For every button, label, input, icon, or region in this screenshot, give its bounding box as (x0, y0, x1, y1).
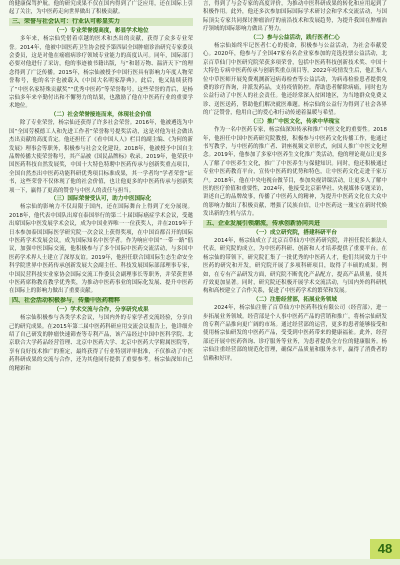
subsection-heading: （一）学术交流与合作，分享研究成果 (53, 306, 149, 313)
paragraph: 言，得到了与会专家的高度评价，为推动中医科研成果的转化和应用起到了积极作用。此外，他还多次参加国际国际学术研讨会和学术交流活动，与国际顶尖专家共同探讨肿瘤治疗的前沿技术和发展趋势，为提升我国在肿瘤治疗领域的国际影响力做出了努力。 (203, 1, 387, 33)
footer-decoration (0, 559, 400, 565)
section-heading: 五、企业发展引领潮流，传承创新协同共进 (203, 220, 387, 228)
paragraph: 杨宗仙始终牢记医者仁心的使命，积极参与公益活动，为社会奉献爱心。2020年，他参与了全国47家有名企业家参加的竞选投票公益活动，北京百草仙门中医研究院荣获多项荣誉，包括中医药科技创新技术奖、中国十大特色专病中医药传承与创新奖重点项目等。2022年疫情发生后，他汇集八位中草医师开展免费观测新冠病毒检查等公益活动，为病毒检验患者提供免费的诊疗咨询，并派发药品，支持疫情防控。帮助患者解除病痛，同时也为公益行动了中医人的社会责任。他还经常深入贫困地区，为当地群众免费义诊、送医送药，帮助他们解决就医难题。杨宗仙的公益行为得到了社会各界的广泛赞誉，他用自己的爱心和行动传递着温暖与希望。 (203, 43, 387, 117)
paragraph: 作为一名中医药专家，杨宗仙深知传承和推广中医文化的重要性。2018年，他担任中国中医药研究院教授，积极参与中医药文化传播工作，他通过书写教学，与中医药的推广者、讲座视频文章形式，向国人推广中医文化理念。2019年，他参加了多家中医养生文化推广类活动，他的理论观点让更多人了解了中医养生文化，推广了中医养生与保健知识。同时，他还积极通过专业中医药教育平台，宣传中医药的优势和特色，让中医药文化走进千家万户。2018年，他在中央电视台做节目，参加央视讲课活动，让更多人了解中医的医疗价值和重要性，2024年，他接受北京新华社、央视媒体专题采访，讲述自己的品牌故事，传播了中医药人的精神，为提升中医药文化在大众中的影响力做出了积极贡献，增强了民族自信，让中医药这一瑰宝在新时代焕发出新的生机与活力。 (203, 127, 387, 218)
subsection-heading: （二）社会荣誉接连而来，体现社会价值 (50, 111, 152, 118)
left-column (9, 0, 193, 548)
subsection-heading: （三）国际荣誉受认可，助力中医国际化 (50, 195, 152, 202)
paragraph: 杨宗仙积极参与各类学术会议，与国内外的专家学者交流经验，分享自己的研究成果。在2015年第二届中医药科研应用交流会议报告上，他详细介绍了自己研发的肿瘤快速筛查等专利产品，该产品经过中国中医科学院、北京联合大学药品经营管理、北京中医药大学、北京中医药大学附属医院等，享有良好技术推广的鉴定，最终获得了行业特别评审批准，不仅推动了中医药科研成果的交流与合作，还为其他同行提供了重要参考。杨宗仙深知自己的精彩和 (9, 315, 193, 372)
paragraph: 多年来，杨宗仙凭借着卓越的医术和杰出的贡献，获得了众多专业荣誉。2014年，他被中国医药卫生协会授予第四届全国肿瘤诊治研究专家委员会委员，这是对他在癌瘤病诊疗领域专业能力的高度认可。同年，国际部门必要对他进行了采访，他的事迹被书籍出版，与“和谐万物、温济天下”的理念得到了广泛传播。2015年，杨宗仙被授予中国行医具有影响力年度人物荣誉称号，他的名字也被载入《中国大名明家辞典》。此后，他又陆续获得了“中医名家特殊贡献奖”“优秀中医药”等荣誉称号。这些荣誉的背后，是杨宗仙多年来辛勤付出和不懈努力的结果，也激励了他在中医药行业的重要学术地位。 (9, 36, 193, 110)
page-number: 48 (370, 539, 400, 559)
paragraph: 的健康保驾护航。他的研究成果不仅在国内得到了广泛应用，还在国际上引起了关注，为中医药走向世界做出了积极贡献。 (9, 1, 193, 16)
section-heading: 四、社会活动积极参与，传播中医药精粹 (9, 297, 193, 305)
subsection-heading: （一）专业荣誉提高度，彰显学术地位 (53, 27, 149, 34)
subsection-heading: （三）推广中医文化，传承中华瑰宝 (250, 118, 340, 125)
paragraph: 2014年，杨宗仙成立了北京百草仙方中医药研究院，并担任院长兼法人代表，研究院的成立，为中医药科研、创新和人才培养提供了重要平台。在杨宗仙的带领下，研究院汇集了一批优秀的中医药人才，他们共同致力于中医药的研究和开发，研究院开展了多项科研项目，取得了丰硕的成果。例如，在专有产品研发方面，研究院不断优化产品配方，提高产品质量，使其疗效更加显著。同时，研究院还积极开展学术交流活动，与国内外的科研机构和高校建立了合作关系，促进了中医药学术的繁荣和发展。 (203, 237, 387, 295)
paragraph: 除了专业荣誉，杨宗仙还获得了许多社会荣誉。2016年，他被遴选为中国“全国劳模德工人和先进工作者”荣誉称号提奖活动，这是对他为社会做出杰出贡献的高度肯定。他还担任了《看中国人人》栏目的副主编、《为何的新发展》理事会等职务，积极参与社会文化建设。2018年，他被授予中国自主品牌传播大使荣誉称号，其产品被《国民品牌标》收录。2019年，他荣获中国医药科技自然发展奖，中国十大特色特聘中医药传承与创新奖重点项目，全国自然杰出中医药功能科研优秀项目标准成果，其一学者均“学者荣誉”证书，这些荣誉不仅体现了他的社会价值，也让他更多的中医药传承与创新奖项一下，赢得了更高的赞誉与中医人的责任与担当。 (9, 120, 193, 194)
section-heading: 三、荣誉与社会认可：行业认可彰显实力 (9, 18, 193, 26)
subsection-heading: （二）参与公益活动，践行医者仁心 (250, 34, 340, 41)
paragraph: 2024年，杨宗仙注册了百草仙方中医药科技有限公司（经营部），进一步拓展业务领域。经营部是个人事中医药产品的营销和推广，将杨宗仙研发的专利产品推向更广阔的市场。通过经营部的运营，更多的患者能够接受和使用杨宗仙研发的中医药产品，受受到中医药带来的健康福祉。此外，经营部还开展中医药咨询、诊疗服务等业务，为患者提供全方位的健康服务。杨宗仙注重经营部的规范化管理，确保产品质量和服务水平，赢得了消费者的信赖和好评。 (203, 305, 387, 362)
subsection-heading: （一）成立研究院，搭建科研平台 (253, 229, 337, 236)
subsection-heading: （二）注册经营部，拓展业务领域 (253, 296, 337, 303)
right-column (203, 0, 387, 548)
paragraph: 杨宗仙的影响力不仅局限于国内，还在国际舞台上得到了充分展现。2018年，他代表中国队出席在泰国举行的第二十届国际癌症学术会议，受邀出席国际中医发展学术会议，成为中国业界唯一一位获奖人，并在2019年于日本参加泰国国际医学研究院一次会议上获得奖项，在中国首都召开的国际中医药学术发展会议，成为国际知名中医学者。作为响应中国“一带一路”倡议，加强中医国际交流，他积极参与了多个国际中医药交流活动，与多国中医药学术界人士建立了深厚友谊。2019年，他担任联合国国际生态生命安全科学院世界中医药传承创新发展大会副主任、科技发展国际部部理事专家，中国民营科技实业家协会国际交流工作委员会副理事长等职务，并荣获世界中医药席称教育教学优秀奖，为推动中医药事业的国际化发展、提升中医药在国际上的影响力做出了重要贡献。 (9, 204, 193, 295)
